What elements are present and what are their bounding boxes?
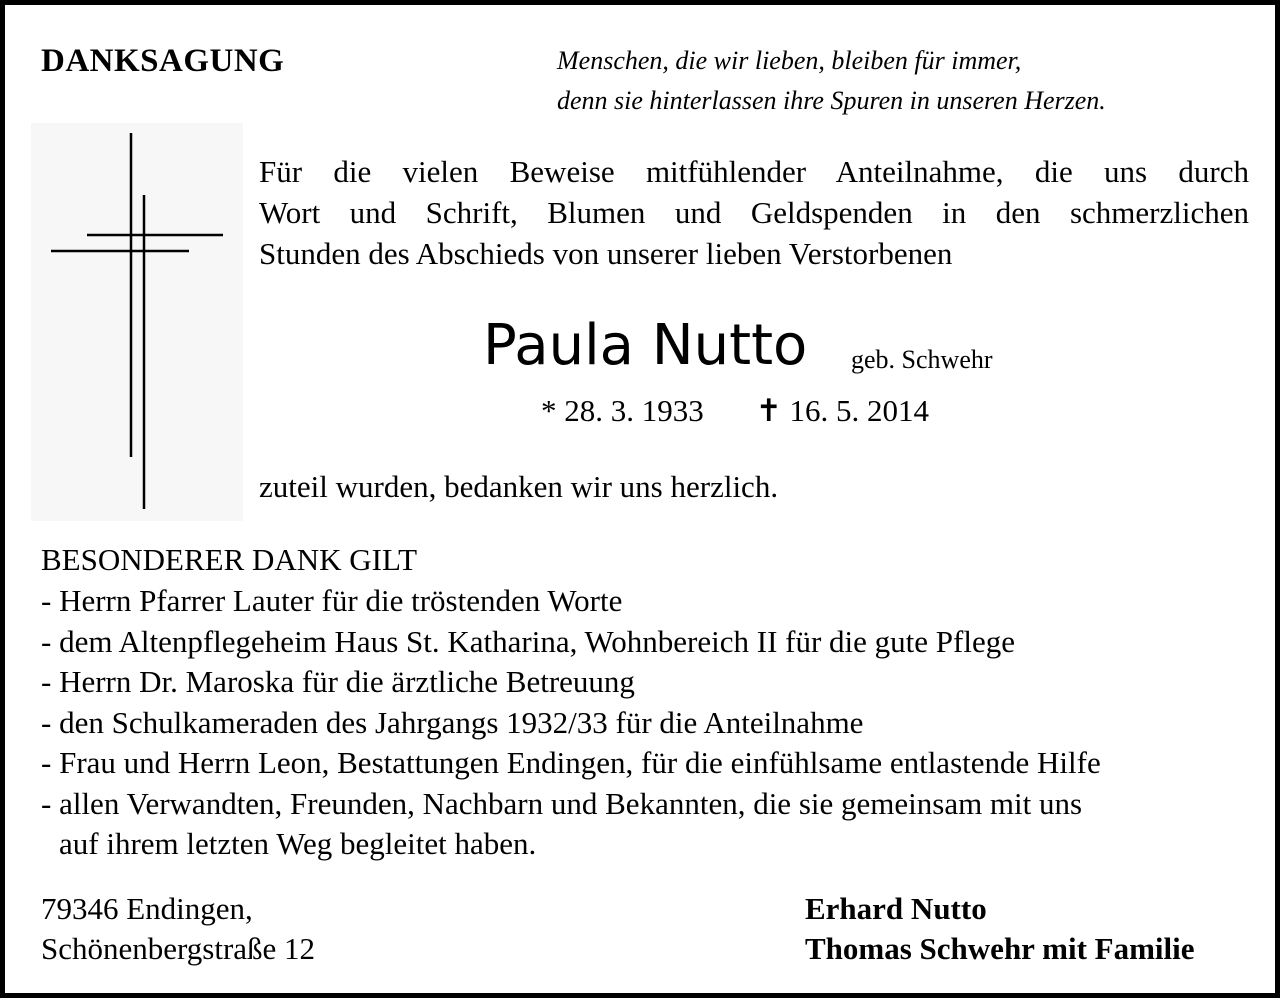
maiden-name: geb. Schwehr xyxy=(851,345,993,374)
deceased-name: Paula Nutto xyxy=(483,313,808,378)
list-item: - Herrn Pfarrer Lauter für die tröstenden Worte xyxy=(41,583,623,618)
closing-text: zuteil wurden, bedanken wir uns herzlich. xyxy=(259,469,779,504)
special-thanks-title: BESONDERER DANK GILT xyxy=(41,542,418,577)
address-line-1: 79346 Endingen, xyxy=(41,891,253,926)
cross-icon xyxy=(31,123,243,521)
heading: DANKSAGUNG xyxy=(41,43,285,79)
cross-panel xyxy=(31,123,243,521)
list-item: - den Schulkameraden des Jahrgangs 1932/33 für die Anteilnahme xyxy=(41,704,864,740)
birth-date: * 28. 3. 1933 xyxy=(541,393,704,428)
signature-block xyxy=(805,889,1195,969)
address-block xyxy=(41,889,315,969)
intro-line-1: Für die vielen Beweise mitfühlender Anteilnahme, die uns durch xyxy=(259,154,1249,189)
list-item: - dem Altenpflegeheim Haus St. Katharina, Wohnbereich II für die gute Pflege xyxy=(41,623,1015,659)
life-dates xyxy=(541,393,929,429)
signature-line-2: Thomas Schwehr mit Familie xyxy=(805,931,1195,966)
address-line-2: Schönenbergstraße 12 xyxy=(41,931,316,966)
death-date: ✝ 16. 5. 2014 xyxy=(755,393,929,428)
motto-line-2: denn sie hinterlassen ihre Spuren in unseren Herzen. xyxy=(557,86,1106,115)
list-item: - Frau und Herrn Leon, Bestattungen Endingen, für die einfühlsame entlastende Hilfe xyxy=(41,745,1101,780)
intro-text xyxy=(259,151,1249,274)
list-item: - allen Verwandten, Freunden, Nachbarn und Bekannten, die sie gemeinsam mit uns xyxy=(41,785,1083,821)
intro-line-2: Wort und Schrift, Blumen und Geldspenden in den schmerzlichen xyxy=(259,195,1249,230)
list-item: - Herrn Dr. Maroska für die ärztliche Betreuung xyxy=(41,664,635,699)
motto-quote xyxy=(557,41,1237,121)
signature-line-1: Erhard Nutto xyxy=(805,891,987,926)
special-thanks-list xyxy=(41,581,1101,865)
motto-line-1: Menschen, die wir lieben, bleiben für immer, xyxy=(557,46,1022,75)
list-item: auf ihrem letzten Weg begleitet haben. xyxy=(59,826,537,861)
intro-line-3: Stunden des Abschieds von unserer lieben Verstorbenen xyxy=(259,236,953,271)
